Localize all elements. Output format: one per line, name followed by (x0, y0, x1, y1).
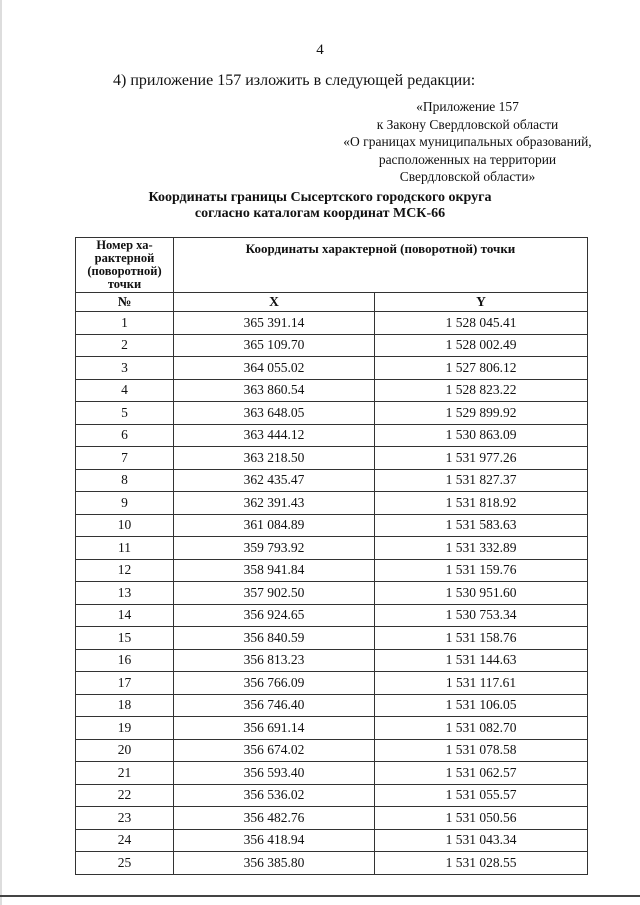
cell-number: 14 (76, 604, 174, 627)
cell-number: 8 (76, 469, 174, 492)
cell-number: 5 (76, 402, 174, 425)
cell-x: 356 766.09 (174, 672, 375, 695)
cell-number: 25 (76, 852, 174, 875)
table-row (76, 357, 588, 380)
table-row (76, 694, 588, 717)
cell-y: 1 531 583.63 (375, 514, 588, 537)
cell-number: 13 (76, 582, 174, 605)
cell-x: 356 482.76 (174, 807, 375, 830)
cell-y: 1 531 332.89 (375, 537, 588, 560)
cell-x: 359 793.92 (174, 537, 375, 560)
table-row (76, 807, 588, 830)
table-row (76, 649, 588, 672)
cell-y: 1 530 951.60 (375, 582, 588, 605)
cell-number: 19 (76, 717, 174, 740)
cell-y: 1 527 806.12 (375, 357, 588, 380)
scan-bottom-edge (0, 895, 640, 897)
cell-x: 358 941.84 (174, 559, 375, 582)
table-body (76, 312, 588, 875)
cell-number: 20 (76, 739, 174, 762)
cell-x: 356 385.80 (174, 852, 375, 875)
cell-y: 1 528 823.22 (375, 379, 588, 402)
cell-number: 6 (76, 424, 174, 447)
title-line: Координаты границы Сысертского городского округа (148, 190, 492, 205)
annex-line: «О границах муниципальных образований, (343, 134, 592, 149)
cell-number: 1 (76, 312, 174, 335)
cell-y: 1 530 863.09 (375, 424, 588, 447)
subheader-y: Y (375, 293, 588, 312)
table-row (76, 312, 588, 335)
table-row (76, 379, 588, 402)
table-row (76, 492, 588, 515)
cell-y: 1 531 055.57 (375, 784, 588, 807)
cell-y: 1 531 818.92 (375, 492, 588, 515)
table-row (76, 627, 588, 650)
cell-number: 15 (76, 627, 174, 650)
cell-x: 356 674.02 (174, 739, 375, 762)
cell-x: 363 648.05 (174, 402, 375, 425)
cell-y: 1 531 144.63 (375, 649, 588, 672)
cell-x: 356 691.14 (174, 717, 375, 740)
cell-number: 23 (76, 807, 174, 830)
cell-x: 362 435.47 (174, 469, 375, 492)
cell-x: 356 536.02 (174, 784, 375, 807)
table-row (76, 672, 588, 695)
cell-number: 4 (76, 379, 174, 402)
annex-line: к Закону Свердловской области (376, 116, 559, 132)
cell-x: 363 218.50 (174, 447, 375, 470)
cell-x: 361 084.89 (174, 514, 375, 537)
cell-number: 12 (76, 559, 174, 582)
table-row (76, 717, 588, 740)
table-row (76, 784, 588, 807)
table-row (76, 852, 588, 875)
cell-y: 1 531 082.70 (375, 717, 588, 740)
cell-x: 362 391.43 (174, 492, 375, 515)
table-row (76, 559, 588, 582)
cell-number: 9 (76, 492, 174, 515)
cell-x: 365 109.70 (174, 334, 375, 357)
cell-x: 363 860.54 (174, 379, 375, 402)
cell-y: 1 528 002.49 (375, 334, 588, 357)
cell-number: 17 (76, 672, 174, 695)
table-row (76, 447, 588, 470)
table-row (76, 514, 588, 537)
cell-number: 10 (76, 514, 174, 537)
cell-y: 1 531 078.58 (375, 739, 588, 762)
table-row (76, 582, 588, 605)
table-row (76, 469, 588, 492)
cell-x: 356 418.94 (174, 829, 375, 852)
cell-y: 1 531 043.34 (375, 829, 588, 852)
annex-line: расположенных на территории (378, 151, 557, 167)
subheader-x: X (174, 293, 375, 312)
cell-y: 1 531 106.05 (375, 694, 588, 717)
subheader-number: № (76, 293, 174, 312)
cell-y: 1 530 753.34 (375, 604, 588, 627)
table-row (76, 829, 588, 852)
annex-reference (330, 98, 605, 186)
cell-y: 1 528 045.41 (375, 312, 588, 335)
table-row (76, 334, 588, 357)
cell-y: 1 531 158.76 (375, 627, 588, 650)
cell-number: 3 (76, 357, 174, 380)
table-row (76, 537, 588, 560)
table-row (76, 762, 588, 785)
cell-y: 1 531 117.61 (375, 672, 588, 695)
cell-number: 16 (76, 649, 174, 672)
cell-number: 2 (76, 334, 174, 357)
cell-number: 24 (76, 829, 174, 852)
table-row (76, 424, 588, 447)
table-row (76, 739, 588, 762)
cell-y: 1 531 050.56 (375, 807, 588, 830)
cell-number: 22 (76, 784, 174, 807)
cell-number: 18 (76, 694, 174, 717)
annex-line: Свердловской области» (399, 169, 536, 184)
annex-line: «Приложение 157 (416, 99, 519, 114)
cell-y: 1 531 028.55 (375, 852, 588, 875)
cell-y: 1 531 062.57 (375, 762, 588, 785)
cell-y: 1 531 827.37 (375, 469, 588, 492)
cell-x: 356 924.65 (174, 604, 375, 627)
header-point-number: Номер ха-рактерной (поворотной) точки (76, 238, 174, 293)
page-number: 4 (316, 42, 324, 58)
cell-x: 363 444.12 (174, 424, 375, 447)
table-row (76, 604, 588, 627)
cell-x: 356 840.59 (174, 627, 375, 650)
cell-number: 21 (76, 762, 174, 785)
title-line: согласно каталогам координат МСК-66 (194, 206, 446, 221)
cell-y: 1 531 977.26 (375, 447, 588, 470)
table-row (76, 402, 588, 425)
cell-x: 357 902.50 (174, 582, 375, 605)
cell-x: 364 055.02 (174, 357, 375, 380)
cell-number: 7 (76, 447, 174, 470)
cell-y: 1 529 899.92 (375, 402, 588, 425)
cell-x: 365 391.14 (174, 312, 375, 335)
cell-x: 356 593.40 (174, 762, 375, 785)
header-coordinates: Координаты характерной (поворотной) точки (174, 238, 588, 293)
coordinates-table (75, 237, 588, 875)
cell-x: 356 746.40 (174, 694, 375, 717)
amendment-instruction: 4) приложение 157 изложить в следующей редакции: (113, 72, 476, 89)
cell-y: 1 531 159.76 (375, 559, 588, 582)
cell-x: 356 813.23 (174, 649, 375, 672)
document-title (0, 190, 640, 222)
cell-number: 11 (76, 537, 174, 560)
scan-edge (0, 0, 2, 905)
